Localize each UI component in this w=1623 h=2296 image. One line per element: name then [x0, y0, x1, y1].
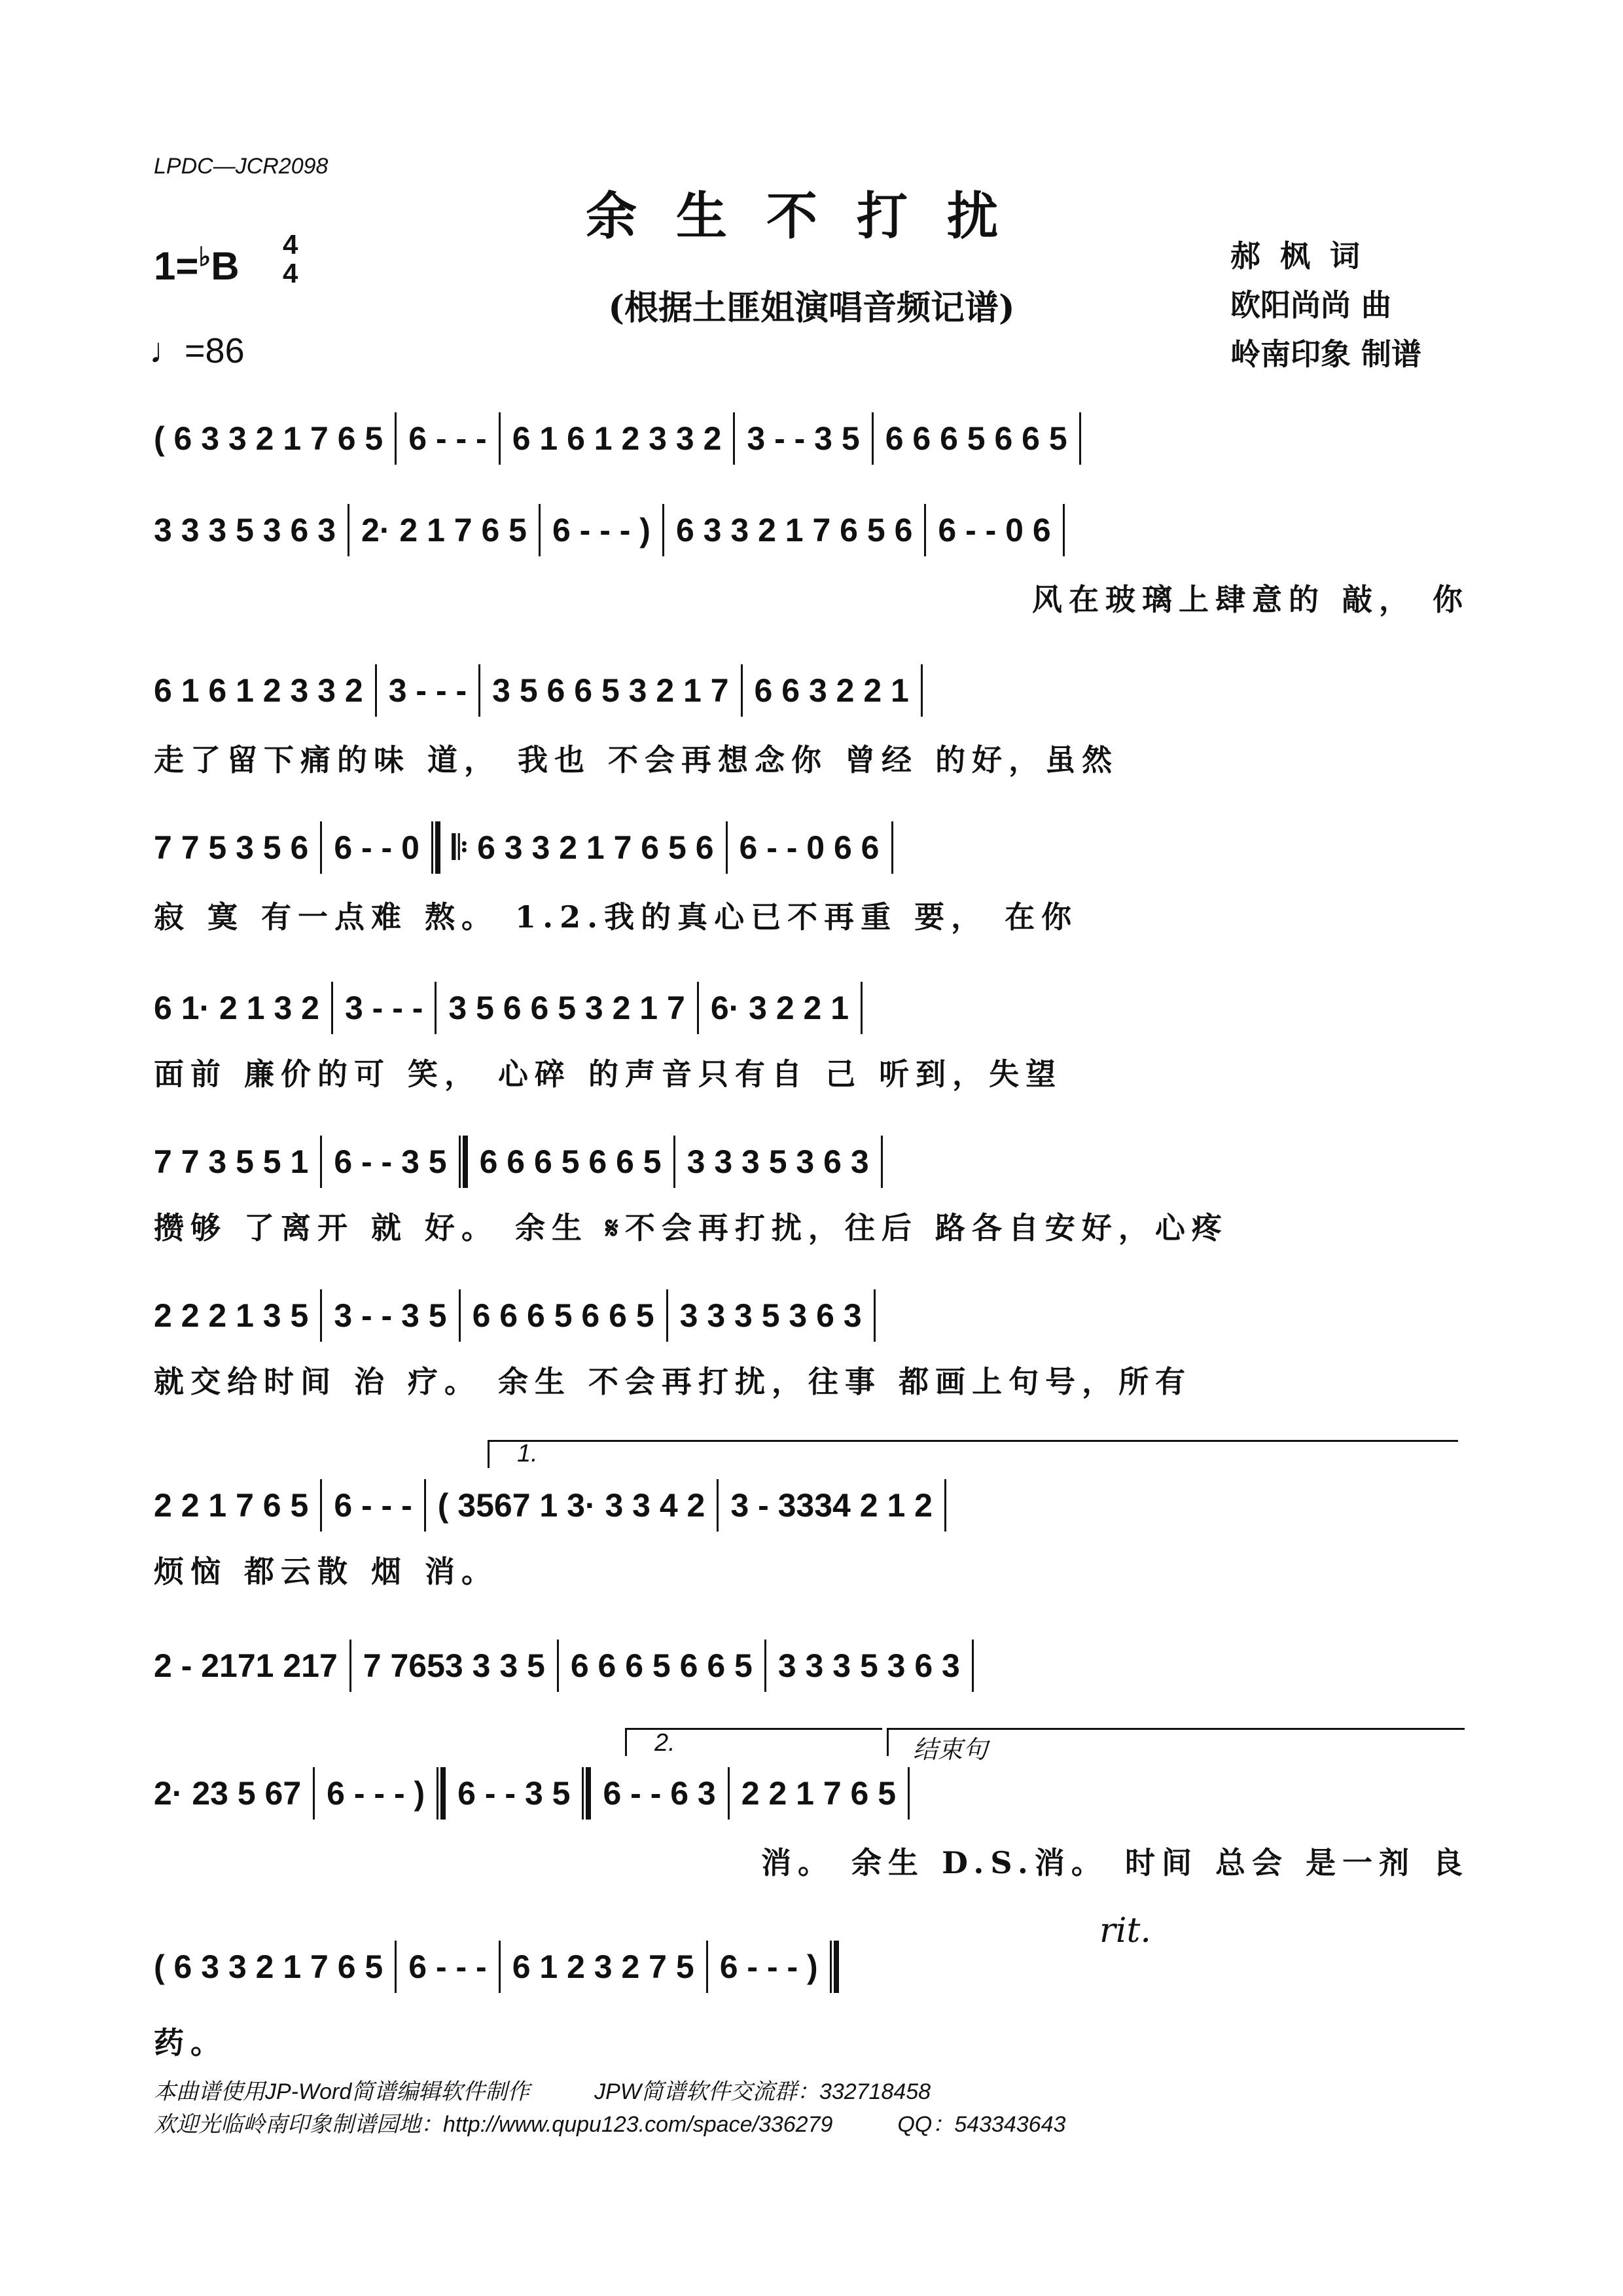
measure: 6 - - 0 — [334, 829, 419, 866]
lyric-line-10: 消。 余生 D.S.消。 时间 总会 是一剂 良 — [761, 1845, 1469, 1880]
staff-line-8 — [154, 1469, 1469, 1541]
staff-line-11 — [154, 1931, 1469, 2003]
measure: 2 2 1 7 6 5 — [741, 1775, 897, 1812]
measure: 2· 2 1 7 6 5 — [361, 512, 527, 548]
measure: 6 1 6 1 2 3 3 2 — [512, 420, 722, 457]
tempo-marking: ♩=86 — [149, 331, 245, 370]
measure: 3 5 6 6 5 3 2 1 7 — [492, 672, 729, 709]
measure: 6 - - 0 6 — [938, 512, 1051, 548]
lyric-line-5: 面前 廉价的可 笑， 心碎 的声音只有自 己 听到，失望 — [154, 1056, 1063, 1092]
measure: ( 6 3 3 2 1 7 6 5 — [154, 420, 383, 457]
measure: 6 6 6 5 6 6 5 — [472, 1297, 654, 1334]
measure: 𝄆 6 3 3 2 1 7 6 5 6 — [452, 829, 714, 866]
ending-label: 结束句 — [913, 1736, 988, 1764]
staff-line-5 — [154, 972, 1469, 1044]
measure: 3 3 3 5 3 6 3 — [154, 512, 336, 548]
footer-line-2 — [154, 2106, 1065, 2138]
measure: 6 1 2 3 2 7 5 — [512, 1948, 694, 1985]
measure: 6 1· 2 1 3 2 — [154, 990, 319, 1026]
measure: 2 2 2 1 3 5 — [154, 1297, 309, 1334]
footer-website: 欢迎光临岭南印象制谱园地：http://www.qupu123.com/space/336279 — [154, 2112, 833, 2137]
lyric-line-11: 药。 — [154, 2025, 227, 2060]
staff-line-7 — [154, 1280, 1469, 1352]
key-note: B — [211, 244, 240, 288]
measure: 6 6 6 5 6 6 5 — [570, 1647, 753, 1684]
staff-line-4 — [154, 812, 1469, 884]
arranger-credit: 岭南印象 制谱 — [1230, 336, 1422, 372]
composer-credit: 欧阳尚尚 曲 — [1230, 287, 1392, 323]
measure: ( 6 3 3 2 1 7 6 5 — [154, 1948, 383, 1985]
key-signature — [154, 242, 240, 289]
measure: 3 3 3 5 3 6 3 — [687, 1143, 869, 1180]
measure: 6 - - 3 5 — [457, 1775, 571, 1812]
measure: 6 6 6 5 6 6 5 — [479, 1143, 662, 1180]
measure: 6 6 6 5 6 6 5 — [885, 420, 1067, 457]
measure: 3 - 3334 2 1 2 — [730, 1487, 933, 1524]
lyric-line-8: 烦恼 都云散 烟 消。 — [154, 1554, 499, 1589]
staff-line-9 — [154, 1630, 1469, 1702]
time-top: 4 — [283, 229, 298, 260]
footer-line-1 — [154, 2073, 931, 2106]
measure: 2 2 1 7 6 5 — [154, 1487, 309, 1524]
measure: 6 - - - ) — [719, 1948, 818, 1985]
measure: 6 - - 6 3 — [603, 1775, 716, 1812]
measure: 3 - - - — [344, 990, 423, 1026]
key-prefix: 1= — [154, 244, 199, 288]
measure: ( 3567 1 3· 3 3 4 2 — [437, 1487, 705, 1524]
measure: 3 3 3 5 3 6 3 — [777, 1647, 960, 1684]
time-signature — [283, 230, 298, 288]
page-title: 余生不打扰 — [585, 187, 1037, 246]
staff-line-2 — [154, 494, 1469, 566]
staff-line-6 — [154, 1126, 1469, 1198]
measure: 6 - - - ) — [552, 512, 651, 548]
lyric-line-6: 攒够 了离开 就 好。 余生 𝄋不会再打扰，往后 路各自安好，心疼 — [154, 1210, 1228, 1246]
rit-marking: rit. — [1099, 1911, 1151, 1950]
measure: 6 - - 0 6 6 — [739, 829, 880, 866]
measure: 7 7 3 5 5 1 — [154, 1143, 309, 1180]
measure: 6 - - - — [408, 1948, 487, 1985]
footer-software: 本曲谱使用JP-Word简谱编辑软件制作 — [154, 2079, 530, 2104]
footer-group: JPW简谱软件交流群：332718458 — [594, 2079, 931, 2104]
measure: 2 - 2171 217 — [154, 1647, 338, 1684]
measure: 6 - - - — [334, 1487, 412, 1524]
lyric-line-2: 风在玻璃上肆意的 敲， 你 — [1031, 582, 1469, 617]
time-bottom: 4 — [283, 258, 298, 289]
volta-1-label: 1. — [517, 1440, 538, 1467]
staff-line-1 — [154, 403, 1469, 475]
lyricist-credit: 郝枫词 — [1230, 238, 1380, 274]
volta-2-label: 2. — [654, 1729, 675, 1757]
lyric-line-4: 寂 寞 有一点难 熬。 1.2.我的真心已不再重 要， 在你 — [154, 899, 1079, 935]
lyric-line-3: 走了留下痛的味 道， 我也 不会再想念你 曾经 的好，虽然 — [154, 742, 1119, 778]
measure: 6· 3 2 2 1 — [710, 990, 849, 1026]
lyric-line-7: 就交给时间 治 疗。 余生 不会再打扰，往事 都画上句号，所有 — [154, 1364, 1192, 1399]
volta-bracket-1 — [488, 1440, 1458, 1468]
measure: 2· 23 5 67 — [154, 1775, 302, 1812]
flat-icon: ♭ — [198, 243, 211, 272]
measure: 7 7653 3 3 5 — [363, 1647, 545, 1684]
measure: 7 7 5 3 5 6 — [154, 829, 309, 866]
measure: 6 - - 3 5 — [334, 1143, 447, 1180]
subtitle: (根据土匪姐演唱音频记谱) — [608, 288, 1015, 328]
measure: 6 1 6 1 2 3 3 2 — [154, 672, 363, 709]
measure: 3 - - 3 5 — [747, 420, 860, 457]
score-code: LPDC—JCR2098 — [154, 154, 329, 179]
measure: 3 3 3 5 3 6 3 — [679, 1297, 862, 1334]
measure: 6 6 3 2 2 1 — [754, 672, 909, 709]
measure: 6 3 3 2 1 7 6 5 6 — [675, 512, 913, 548]
footer-qq: QQ：543343643 — [897, 2112, 1066, 2137]
measure: 6 - - - — [408, 420, 487, 457]
measure: 6 - - - ) — [327, 1775, 425, 1812]
staff-line-3 — [154, 655, 1469, 726]
staff-line-10 — [154, 1757, 1469, 1829]
measure: 3 - - - — [388, 672, 467, 709]
measure: 3 5 6 6 5 3 2 1 7 — [448, 990, 685, 1026]
measure: 3 - - 3 5 — [334, 1297, 447, 1334]
